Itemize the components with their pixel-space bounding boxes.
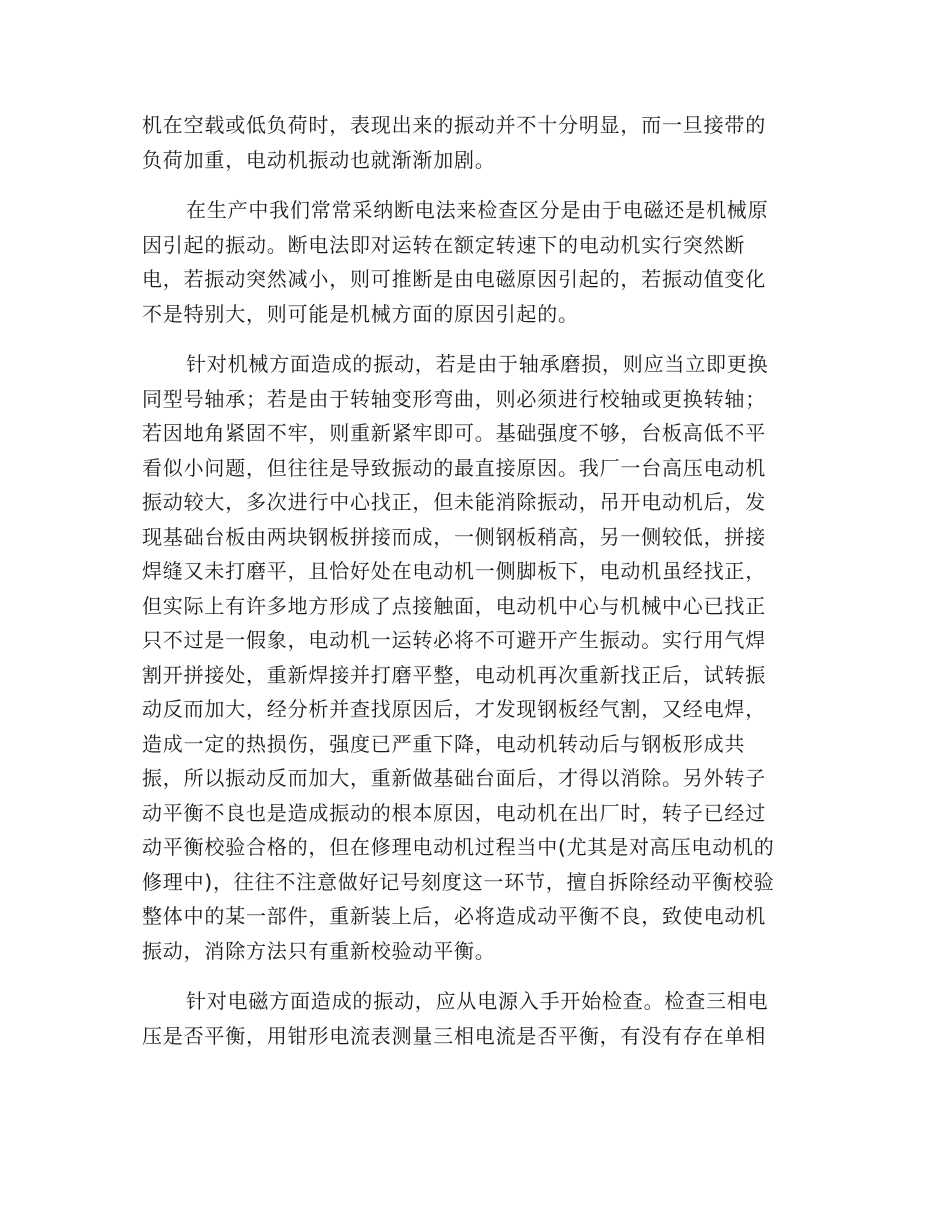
- text-line: 振，所以振动反而加大，重新做基础台面后，才得以消除。另外转子: [142, 766, 766, 790]
- text-line: 整体中的某一部件，重新装上后，必将造成动平衡不良，致使电动机: [142, 904, 766, 928]
- text-line: 在生产中我们常常采纳断电法来检查区分是由于电磁还是机械原: [186, 198, 769, 222]
- paragraph-2: [142, 193, 802, 331]
- text-line: 不是特别大，则可能是机械方面的原因引起的。: [142, 301, 579, 326]
- text-line: 机在空载或低负荷时，表现出来的振动并不十分明显，而一旦接带的: [142, 113, 766, 137]
- text-line: 振动，消除方法只有重新校验动平衡。: [142, 938, 496, 963]
- text-line: 看似小问题，但往往是导致振动的最直接原因。我厂一台高压电动机: [142, 455, 766, 480]
- text-line: 针对电磁方面造成的振动，应从电源入手开始检查。检查三相电: [186, 989, 769, 1013]
- text-line: 焊缝又未打磨平，且恰好处在电动机一侧脚板下，电动机虽经找正，: [142, 559, 766, 583]
- text-line: 现基础台板由两块钢板拼接而成，一侧钢板稍高，另一侧较低，拼接: [142, 524, 766, 549]
- text-line: 若因地角紧固不牢，则重新紧牢即可。基础强度不够，台板高低不平: [142, 421, 766, 445]
- text-line: 割开拼接处，重新焊接并打磨平整，电动机再次重新找正后，试转振: [142, 662, 766, 687]
- text-line: 针对机械方面造成的振动，若是由于轴承磨损，则应当立即更换: [186, 352, 769, 376]
- text-line: 因引起的振动。断电法即对运转在额定转速下的电动机实行突然断: [142, 232, 746, 257]
- text-line: 修理中)，往往不注意做好记号刻度这一环节，擅自拆除经动平衡校验: [142, 869, 775, 894]
- text-line: 同型号轴承；若是由于转轴变形弯曲，则必须进行校轴或更换转轴；: [142, 386, 766, 411]
- text-line: 动反而加大，经分析并查找原因后，才发现钢板经气割，又经电焊，: [142, 697, 766, 721]
- text-line: 负荷加重，电动机振动也就渐渐加剧。: [142, 147, 496, 172]
- text-line: 动平衡不良也是造成振动的根本原因，电动机在出厂时，转子已经过: [142, 800, 766, 825]
- document-body: [142, 108, 802, 1069]
- text-line: 压是否平衡，用钳形电流表测量三相电流是否平衡，有没有存在单相: [142, 1023, 766, 1048]
- paragraph-1: [142, 108, 802, 177]
- text-line: 动平衡校验合格的，但在修理电动机过程当中(尤其是对高压电动机的: [142, 835, 775, 859]
- paragraph-3: [142, 347, 802, 968]
- text-line: 振动较大，多次进行中心找正，但未能消除振动，吊开电动机后，发: [142, 490, 766, 514]
- text-line: 造成一定的热损伤，强度已严重下降，电动机转动后与钢板形成共: [142, 731, 746, 756]
- text-line: 但实际上有许多地方形成了点接触面，电动机中心与机械中心已找正: [142, 593, 766, 618]
- text-line: 电，若振动突然减小，则可推断是由电磁原因引起的，若振动值变化: [142, 267, 766, 291]
- paragraph-4: [142, 984, 802, 1053]
- text-line: 只不过是一假象，电动机一运转必将不可避开产生振动。实行用气焊: [142, 628, 766, 652]
